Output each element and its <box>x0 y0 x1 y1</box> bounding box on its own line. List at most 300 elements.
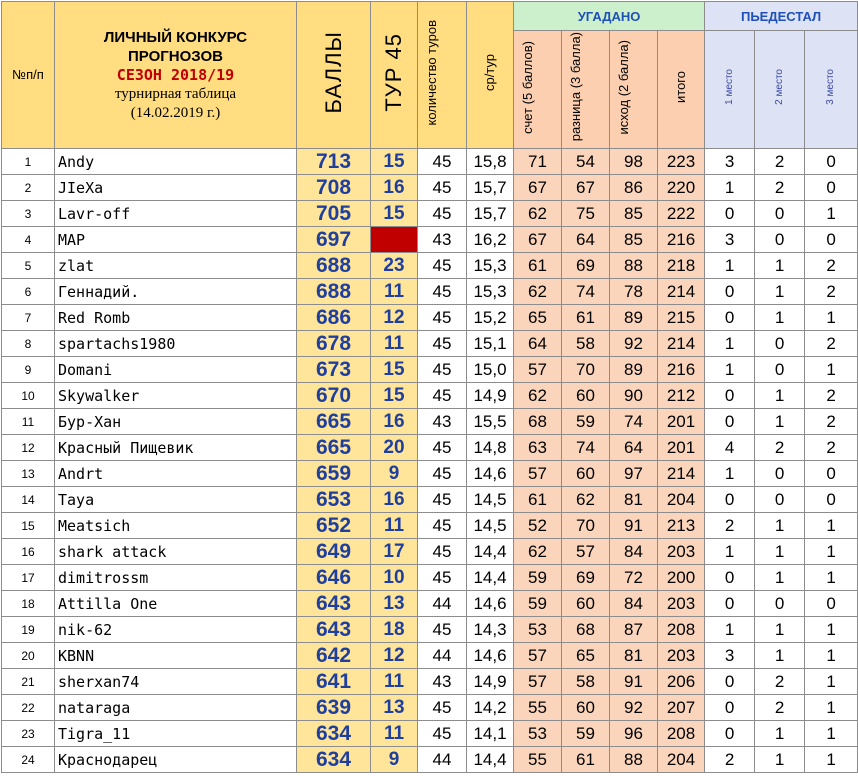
third-place-cell: 2 <box>805 383 858 409</box>
table-row <box>2 487 858 513</box>
diff-cell: 54 <box>562 149 610 175</box>
row-number: 23 <box>2 721 55 747</box>
outcome-cell: 97 <box>610 461 658 487</box>
outcome-cell: 92 <box>610 695 658 721</box>
score-cell: 59 <box>514 591 562 617</box>
first-place-cell: 0 <box>705 279 755 305</box>
tour-cell <box>371 227 418 253</box>
tours-count-cell: 45 <box>418 357 467 383</box>
avg-cell: 14,5 <box>467 487 514 513</box>
third-place-cell: 2 <box>805 331 858 357</box>
outcome-cell: 92 <box>610 331 658 357</box>
player-name: Attilla One <box>55 591 297 617</box>
player-name: nataraga <box>55 695 297 721</box>
total-cell: 203 <box>658 643 705 669</box>
table-row <box>2 695 858 721</box>
diff-cell: 65 <box>562 643 610 669</box>
table-row <box>2 383 858 409</box>
player-name: Taya <box>55 487 297 513</box>
tour-cell: 18 <box>371 617 418 643</box>
player-name: Tigra_11 <box>55 721 297 747</box>
first-place-cell: 0 <box>705 305 755 331</box>
second-place-cell: 0 <box>755 591 805 617</box>
row-number: 18 <box>2 591 55 617</box>
table-row <box>2 305 858 331</box>
row-number: 19 <box>2 617 55 643</box>
first-place-cell: 2 <box>705 747 755 773</box>
diff-cell: 60 <box>562 383 610 409</box>
row-number: 14 <box>2 487 55 513</box>
diff-cell: 60 <box>562 461 610 487</box>
avg-cell: 15,5 <box>467 409 514 435</box>
score-cell: 52 <box>514 513 562 539</box>
diff-cell: 61 <box>562 747 610 773</box>
points-cell: 639 <box>297 695 371 721</box>
third-place-cell: 1 <box>805 565 858 591</box>
score-cell: 63 <box>514 435 562 461</box>
table-row <box>2 643 858 669</box>
tour-cell: 13 <box>371 695 418 721</box>
total-cell: 222 <box>658 201 705 227</box>
avg-cell: 14,2 <box>467 695 514 721</box>
tour-cell: 17 <box>371 539 418 565</box>
second-place-cell: 1 <box>755 747 805 773</box>
second-place-cell: 2 <box>755 175 805 201</box>
points-cell: 678 <box>297 331 371 357</box>
header-tours-count: количество туров <box>418 2 467 149</box>
player-name: dimitrossm <box>55 565 297 591</box>
score-cell: 57 <box>514 669 562 695</box>
table-row <box>2 539 858 565</box>
total-cell: 216 <box>658 227 705 253</box>
score-cell: 71 <box>514 149 562 175</box>
total-cell: 208 <box>658 617 705 643</box>
score-cell: 62 <box>514 201 562 227</box>
table-row <box>2 149 858 175</box>
score-cell: 67 <box>514 227 562 253</box>
tour-cell: 11 <box>371 331 418 357</box>
total-cell: 206 <box>658 669 705 695</box>
avg-cell: 16,2 <box>467 227 514 253</box>
outcome-cell: 81 <box>610 643 658 669</box>
avg-cell: 14,6 <box>467 643 514 669</box>
total-cell: 218 <box>658 253 705 279</box>
tour-cell: 10 <box>371 565 418 591</box>
tour-cell: 15 <box>371 201 418 227</box>
second-place-cell: 1 <box>755 513 805 539</box>
tours-count-cell: 43 <box>418 227 467 253</box>
player-name: shark attack <box>55 539 297 565</box>
score-cell: 61 <box>514 487 562 513</box>
table-row <box>2 461 858 487</box>
avg-cell: 15,3 <box>467 279 514 305</box>
table-row <box>2 591 858 617</box>
outcome-cell: 89 <box>610 305 658 331</box>
third-place-cell: 1 <box>805 539 858 565</box>
header-title <box>55 2 297 149</box>
avg-cell: 14,4 <box>467 747 514 773</box>
score-cell: 53 <box>514 617 562 643</box>
points-cell: 705 <box>297 201 371 227</box>
header-score: счет (5 баллов) <box>514 31 562 149</box>
tour-cell: 23 <box>371 253 418 279</box>
total-cell: 214 <box>658 331 705 357</box>
header-podium: ПЬЕДЕСТАЛ <box>705 2 858 31</box>
header-third-place: 3 место <box>805 31 858 149</box>
tours-count-cell: 45 <box>418 331 467 357</box>
tour-cell: 15 <box>371 357 418 383</box>
score-cell: 53 <box>514 721 562 747</box>
first-place-cell: 0 <box>705 383 755 409</box>
row-number: 9 <box>2 357 55 383</box>
row-number: 12 <box>2 435 55 461</box>
tour-cell: 15 <box>371 383 418 409</box>
third-place-cell: 1 <box>805 747 858 773</box>
tours-count-cell: 44 <box>418 747 467 773</box>
score-cell: 62 <box>514 539 562 565</box>
total-cell: 215 <box>658 305 705 331</box>
row-number: 6 <box>2 279 55 305</box>
third-place-cell: 1 <box>805 669 858 695</box>
total-cell: 204 <box>658 747 705 773</box>
table-row <box>2 747 858 773</box>
player-name: Бур-Хан <box>55 409 297 435</box>
season-label: СЕЗОН 2018/19 <box>116 65 235 84</box>
header-second-place: 2 место <box>755 31 805 149</box>
points-cell: 697 <box>297 227 371 253</box>
second-place-cell: 0 <box>755 227 805 253</box>
tours-count-cell: 45 <box>418 253 467 279</box>
second-place-cell: 1 <box>755 643 805 669</box>
tour-cell: 12 <box>371 305 418 331</box>
second-place-cell: 1 <box>755 721 805 747</box>
row-number: 1 <box>2 149 55 175</box>
score-cell: 57 <box>514 461 562 487</box>
third-place-cell: 0 <box>805 461 858 487</box>
total-cell: 207 <box>658 695 705 721</box>
header-number: №п/п <box>2 2 55 149</box>
diff-cell: 68 <box>562 617 610 643</box>
tours-count-cell: 45 <box>418 175 467 201</box>
second-place-cell: 1 <box>755 409 805 435</box>
total-cell: 212 <box>658 383 705 409</box>
diff-cell: 59 <box>562 721 610 747</box>
first-place-cell: 1 <box>705 253 755 279</box>
total-cell: 214 <box>658 279 705 305</box>
diff-cell: 75 <box>562 201 610 227</box>
tours-count-cell: 45 <box>418 435 467 461</box>
row-number: 15 <box>2 513 55 539</box>
table-row <box>2 409 858 435</box>
points-cell: 653 <box>297 487 371 513</box>
avg-cell: 15,7 <box>467 201 514 227</box>
tours-count-cell: 43 <box>418 409 467 435</box>
first-place-cell: 2 <box>705 513 755 539</box>
tours-count-cell: 45 <box>418 461 467 487</box>
outcome-cell: 85 <box>610 201 658 227</box>
row-number: 13 <box>2 461 55 487</box>
second-place-cell: 1 <box>755 305 805 331</box>
outcome-cell: 86 <box>610 175 658 201</box>
third-place-cell: 1 <box>805 357 858 383</box>
header-points: БАЛЛЫ <box>297 2 371 149</box>
first-place-cell: 1 <box>705 357 755 383</box>
avg-cell: 15,3 <box>467 253 514 279</box>
outcome-cell: 74 <box>610 409 658 435</box>
third-place-cell: 1 <box>805 695 858 721</box>
header-first-place: 1 место <box>705 31 755 149</box>
diff-cell: 67 <box>562 175 610 201</box>
player-name: Красный Пищевик <box>55 435 297 461</box>
title-line-2: ПРОГНОЗОВ <box>128 47 223 65</box>
tours-count-cell: 45 <box>418 565 467 591</box>
diff-cell: 58 <box>562 331 610 357</box>
third-place-cell: 1 <box>805 305 858 331</box>
diff-cell: 62 <box>562 487 610 513</box>
points-cell: 634 <box>297 721 371 747</box>
second-place-cell: 1 <box>755 383 805 409</box>
first-place-cell: 0 <box>705 409 755 435</box>
score-cell: 67 <box>514 175 562 201</box>
diff-cell: 70 <box>562 357 610 383</box>
tours-count-cell: 45 <box>418 149 467 175</box>
outcome-cell: 84 <box>610 539 658 565</box>
tour-cell: 11 <box>371 513 418 539</box>
table-row <box>2 331 858 357</box>
points-cell: 643 <box>297 591 371 617</box>
player-name: Lavr-off <box>55 201 297 227</box>
score-cell: 68 <box>514 409 562 435</box>
avg-cell: 15,7 <box>467 175 514 201</box>
score-cell: 64 <box>514 331 562 357</box>
total-cell: 200 <box>658 565 705 591</box>
points-cell: 649 <box>297 539 371 565</box>
points-cell: 659 <box>297 461 371 487</box>
player-name: MAP <box>55 227 297 253</box>
score-cell: 59 <box>514 565 562 591</box>
date-label: (14.02.2019 г.) <box>130 104 221 121</box>
diff-cell: 74 <box>562 435 610 461</box>
table-row <box>2 617 858 643</box>
total-cell: 201 <box>658 409 705 435</box>
player-name: Red Romb <box>55 305 297 331</box>
points-cell: 665 <box>297 409 371 435</box>
row-number: 11 <box>2 409 55 435</box>
points-cell: 673 <box>297 357 371 383</box>
table-row <box>2 357 858 383</box>
first-place-cell: 0 <box>705 201 755 227</box>
row-number: 10 <box>2 383 55 409</box>
table-row <box>2 175 858 201</box>
tour-cell: 9 <box>371 747 418 773</box>
third-place-cell: 0 <box>805 487 858 513</box>
third-place-cell: 1 <box>805 721 858 747</box>
player-name: JIeXa <box>55 175 297 201</box>
outcome-cell: 88 <box>610 253 658 279</box>
first-place-cell: 0 <box>705 721 755 747</box>
total-cell: 201 <box>658 435 705 461</box>
third-place-cell: 1 <box>805 617 858 643</box>
header-avg: ср/тур <box>467 2 514 149</box>
tours-count-cell: 45 <box>418 487 467 513</box>
outcome-cell: 96 <box>610 721 658 747</box>
player-name: nik-62 <box>55 617 297 643</box>
table-row <box>2 669 858 695</box>
player-name: Геннадий. <box>55 279 297 305</box>
tours-count-cell: 45 <box>418 695 467 721</box>
points-cell: 642 <box>297 643 371 669</box>
second-place-cell: 0 <box>755 357 805 383</box>
first-place-cell: 1 <box>705 461 755 487</box>
second-place-cell: 2 <box>755 435 805 461</box>
avg-cell: 14,5 <box>467 513 514 539</box>
second-place-cell: 0 <box>755 201 805 227</box>
diff-cell: 64 <box>562 227 610 253</box>
player-name: KBNN <box>55 643 297 669</box>
total-cell: 214 <box>658 461 705 487</box>
first-place-cell: 0 <box>705 591 755 617</box>
row-number: 2 <box>2 175 55 201</box>
first-place-cell: 1 <box>705 617 755 643</box>
score-cell: 55 <box>514 747 562 773</box>
table-row <box>2 279 858 305</box>
score-cell: 57 <box>514 643 562 669</box>
avg-cell: 14,9 <box>467 383 514 409</box>
third-place-cell: 2 <box>805 409 858 435</box>
diff-cell: 74 <box>562 279 610 305</box>
score-cell: 62 <box>514 383 562 409</box>
tour-cell: 11 <box>371 279 418 305</box>
first-place-cell: 3 <box>705 227 755 253</box>
row-number: 3 <box>2 201 55 227</box>
first-place-cell: 3 <box>705 643 755 669</box>
avg-cell: 15,0 <box>467 357 514 383</box>
player-name: Meatsich <box>55 513 297 539</box>
player-name: Краснодарец <box>55 747 297 773</box>
tours-count-cell: 43 <box>418 669 467 695</box>
standings-table <box>1 1 858 773</box>
tours-count-cell: 45 <box>418 721 467 747</box>
tour-cell: 15 <box>371 149 418 175</box>
tours-count-cell: 45 <box>418 383 467 409</box>
third-place-cell: 0 <box>805 149 858 175</box>
avg-cell: 14,4 <box>467 565 514 591</box>
player-name: Skywalker <box>55 383 297 409</box>
header-outcome: исход (2 балла) <box>610 31 658 149</box>
player-name: Domani <box>55 357 297 383</box>
total-cell: 204 <box>658 487 705 513</box>
tour-cell: 16 <box>371 409 418 435</box>
table-row <box>2 565 858 591</box>
avg-cell: 15,8 <box>467 149 514 175</box>
score-cell: 65 <box>514 305 562 331</box>
table-row <box>2 201 858 227</box>
total-cell: 223 <box>658 149 705 175</box>
row-number: 17 <box>2 565 55 591</box>
second-place-cell: 1 <box>755 253 805 279</box>
tours-count-cell: 45 <box>418 513 467 539</box>
first-place-cell: 3 <box>705 149 755 175</box>
diff-cell: 70 <box>562 513 610 539</box>
second-place-cell: 1 <box>755 539 805 565</box>
total-cell: 203 <box>658 591 705 617</box>
third-place-cell: 1 <box>805 513 858 539</box>
total-cell: 213 <box>658 513 705 539</box>
tours-count-cell: 44 <box>418 591 467 617</box>
table-row <box>2 513 858 539</box>
player-name: zlat <box>55 253 297 279</box>
table-row <box>2 253 858 279</box>
header-diff: разница (3 балла) <box>562 31 610 149</box>
subtitle: турнирная таблица <box>114 85 237 102</box>
points-cell: 686 <box>297 305 371 331</box>
outcome-cell: 81 <box>610 487 658 513</box>
points-cell: 713 <box>297 149 371 175</box>
player-name: sherxan74 <box>55 669 297 695</box>
avg-cell: 14,6 <box>467 591 514 617</box>
outcome-cell: 85 <box>610 227 658 253</box>
header-guessed: УГАДАНО <box>514 2 705 31</box>
total-cell: 216 <box>658 357 705 383</box>
first-place-cell: 4 <box>705 435 755 461</box>
third-place-cell: 2 <box>805 253 858 279</box>
table-row <box>2 227 858 253</box>
title-line-1: ЛИЧНЫЙ КОНКУРС <box>103 28 248 46</box>
points-cell: 670 <box>297 383 371 409</box>
total-cell: 220 <box>658 175 705 201</box>
score-cell: 62 <box>514 279 562 305</box>
third-place-cell: 0 <box>805 591 858 617</box>
points-cell: 646 <box>297 565 371 591</box>
tour-cell: 9 <box>371 461 418 487</box>
table-row <box>2 721 858 747</box>
row-number: 7 <box>2 305 55 331</box>
outcome-cell: 72 <box>610 565 658 591</box>
row-number: 21 <box>2 669 55 695</box>
tours-count-cell: 45 <box>418 279 467 305</box>
outcome-cell: 78 <box>610 279 658 305</box>
outcome-cell: 91 <box>610 513 658 539</box>
player-name: Andrt <box>55 461 297 487</box>
points-cell: 708 <box>297 175 371 201</box>
diff-cell: 60 <box>562 695 610 721</box>
diff-cell: 69 <box>562 253 610 279</box>
second-place-cell: 0 <box>755 331 805 357</box>
outcome-cell: 89 <box>610 357 658 383</box>
tours-count-cell: 45 <box>418 305 467 331</box>
total-cell: 203 <box>658 539 705 565</box>
tours-count-cell: 45 <box>418 617 467 643</box>
row-number: 20 <box>2 643 55 669</box>
first-place-cell: 1 <box>705 331 755 357</box>
outcome-cell: 91 <box>610 669 658 695</box>
second-place-cell: 1 <box>755 617 805 643</box>
outcome-cell: 64 <box>610 435 658 461</box>
diff-cell: 69 <box>562 565 610 591</box>
tour-cell: 11 <box>371 721 418 747</box>
points-cell: 688 <box>297 253 371 279</box>
first-place-cell: 0 <box>705 695 755 721</box>
tour-cell: 11 <box>371 669 418 695</box>
score-cell: 55 <box>514 695 562 721</box>
second-place-cell: 2 <box>755 695 805 721</box>
first-place-cell: 0 <box>705 487 755 513</box>
table-row <box>2 435 858 461</box>
third-place-cell: 1 <box>805 643 858 669</box>
total-cell: 208 <box>658 721 705 747</box>
player-name: Andy <box>55 149 297 175</box>
first-place-cell: 1 <box>705 175 755 201</box>
